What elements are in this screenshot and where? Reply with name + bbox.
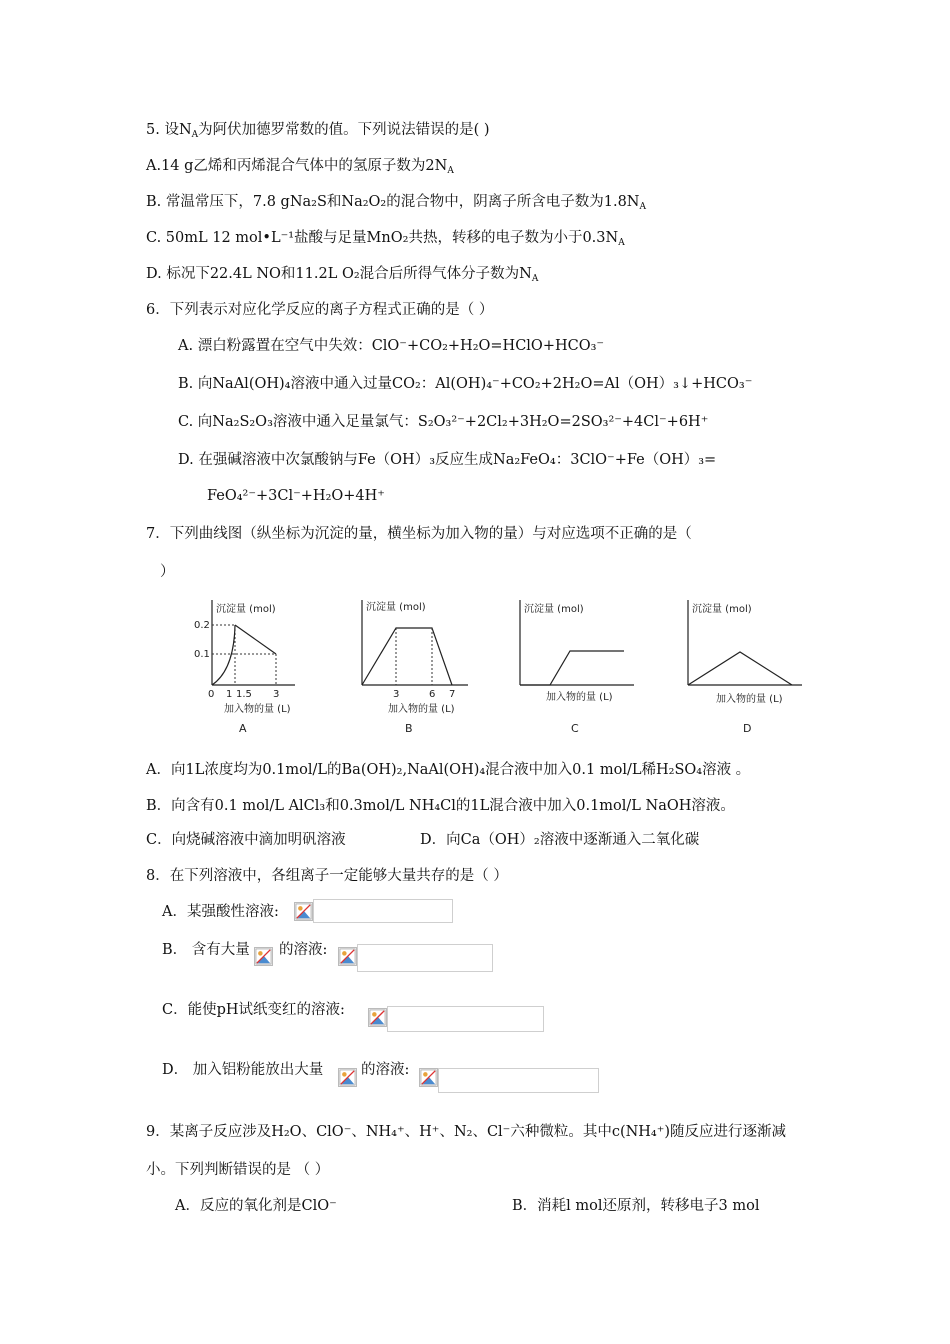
q6-option-d-cont: FeO₄²⁻+3Cl⁻+H₂O+4H⁺: [207, 488, 385, 504]
q7-option-d: D．向Ca（OH）₂溶液中逐渐通入二氧化碳: [420, 832, 700, 848]
chart-a-xtick-3: 3: [273, 689, 280, 700]
q8-d-ions-image: [438, 1068, 599, 1093]
chart-a-label: A: [239, 722, 247, 735]
chart-b-series: [362, 628, 452, 685]
chart-a-curve-rise: [212, 625, 235, 685]
chart-d-series: [688, 652, 792, 685]
chart-b-ylabel: 沉淀量 (mol): [366, 602, 426, 613]
chart-b-xtick-0: 3: [393, 689, 400, 700]
chart-c-xlabel: 加入物的量 (L): [546, 692, 613, 703]
chart-b-xlabel: 加入物的量 (L): [388, 704, 455, 715]
q8-stem: 8．在下列溶液中，各组离子一定能够大量共存的是（ ）: [146, 868, 508, 884]
q6-stem: 6．下列表示对应化学反应的离子方程式正确的是（ ）: [146, 302, 494, 318]
q8-b-ions-image: [357, 944, 493, 972]
chart-a: [190, 590, 300, 740]
chart-a-xtick-2: 1.5: [236, 689, 252, 700]
q7-option-b: B．向含有0.1 mol/L AlCl₃和0.3mol/L NH₄Cl的1L混合液中加入0.1mol/L NaOH溶液。: [146, 798, 735, 814]
q6-option-c: C. 向Na₂S₂O₃溶液中通入足量氯气：S₂O₃²⁻+2Cl₂+3H₂O=2SO₃²⁻+4Cl⁻+6H⁺: [178, 414, 709, 430]
chart-d: [680, 590, 820, 740]
q5-option-a: A.14 g乙烯和丙烯混合气体中的氢原子数为$2N_A$: [146, 158, 454, 176]
q7-stem: 7．下列曲线图（纵坐标为沉淀的量，横坐标为加入物的量）与对应选项不正确的是（: [146, 526, 692, 542]
broken-image-icon: [338, 947, 357, 966]
chart-c-series: [520, 651, 624, 685]
q5-option-b: B. 常温常压下，7.8 gNa₂S和Na₂O₂的混合物中，阴离子所含电子数为$1.8N_A$: [146, 194, 646, 212]
q9-option-b: B．消耗l mol还原剂，转移电子3 mol: [512, 1198, 760, 1214]
chart-a-xlabel: 加入物的量 (L): [224, 704, 291, 715]
broken-image-icon: [294, 902, 313, 921]
q8-c-ions-image: [387, 1006, 544, 1032]
q7-option-a: A．向1L浓度均为0.1mol/L的Ba(OH)₂,NaAl(OH)₄混合液中加入0.1 mol/L稀H₂SO₄溶液 。: [146, 762, 751, 778]
q9-stem: 9．某离子反应涉及H₂O、ClO⁻、NH₄⁺、H⁺、N₂、Cl⁻六种微粒。其中c(NH₄⁺)随反应进行逐渐减: [146, 1124, 787, 1140]
q8-option-d-suffix: 的溶液:: [361, 1062, 410, 1078]
chart-d-ylabel: 沉淀量 (mol): [692, 604, 752, 615]
broken-image-icon: [419, 1068, 438, 1087]
q6-option-d: D. 在强碱溶液中次氯酸钠与Fe（OH）₃反应生成Na₂FeO₄：3ClO⁻+Fe（OH）₃=: [178, 452, 717, 468]
q8-option-b: B． 含有大量: [162, 942, 250, 958]
q8-option-a: A．某强酸性溶液:: [162, 904, 279, 920]
chart-d-xlabel: 加入物的量 (L): [716, 694, 783, 705]
chart-c-label: C: [571, 722, 579, 735]
q5-option-d: D. 标况下22.4L NO和11.2L O₂混合后所得气体分子数为$N_A$: [146, 266, 539, 284]
q6-option-a: A. 漂白粉露置在空气中失效：ClO⁻+CO₂+H₂O=HClO+HCO₃⁻: [178, 338, 605, 354]
broken-image-icon: [338, 1068, 357, 1087]
q7-option-c: C．向烧碱溶液中滴加明矾溶液: [146, 832, 346, 848]
q9-stem-cont: 小。下列判断错误的是 （ ）: [146, 1162, 330, 1178]
broken-image-icon: [368, 1008, 387, 1027]
chart-b: [350, 590, 480, 740]
chart-a-xtick-0: 0: [208, 689, 215, 700]
q5-stem: 5. 设$N_A$为阿伏加德罗常数的值。下列说法错误的是( ): [146, 122, 490, 140]
q8-option-c: C．能使pH试纸变红的溶液:: [162, 1002, 345, 1018]
q9-option-a: A．反应的氧化剂是ClO⁻: [175, 1198, 337, 1214]
q8-option-b-suffix: 的溶液:: [279, 942, 328, 958]
q7-stem-cont: ）: [160, 564, 175, 580]
chart-b-xtick-1: 6: [429, 689, 436, 700]
q8-a-ions-image: [313, 899, 453, 923]
chart-a-ytick-1: 0.1: [194, 649, 210, 660]
q6-option-b: B. 向NaAl(OH)₄溶液中通入过量CO₂：Al(OH)₄⁻+CO₂+2H₂O=Al（OH）₃↓+HCO₃⁻: [178, 376, 753, 392]
chart-b-xtick-2: 7: [449, 689, 456, 700]
chart-c: [512, 590, 642, 740]
chart-b-label: B: [405, 722, 413, 735]
chart-d-label: D: [743, 722, 752, 735]
chart-a-curve-fall: [235, 625, 276, 654]
q5-option-c: C. 50mL 12 mol•L⁻¹盐酸与足量MnO₂共热，转移的电子数为小于$0.3N_A$: [146, 230, 625, 248]
chart-a-ytick-0: 0.2: [194, 620, 210, 631]
chart-a-ylabel: 沉淀量 (mol): [216, 604, 276, 615]
chart-c-ylabel: 沉淀量 (mol): [524, 604, 584, 615]
chart-a-xtick-1: 1: [226, 689, 233, 700]
q8-option-d: D． 加入铝粉能放出大量: [162, 1062, 324, 1078]
broken-image-icon: [254, 947, 273, 966]
